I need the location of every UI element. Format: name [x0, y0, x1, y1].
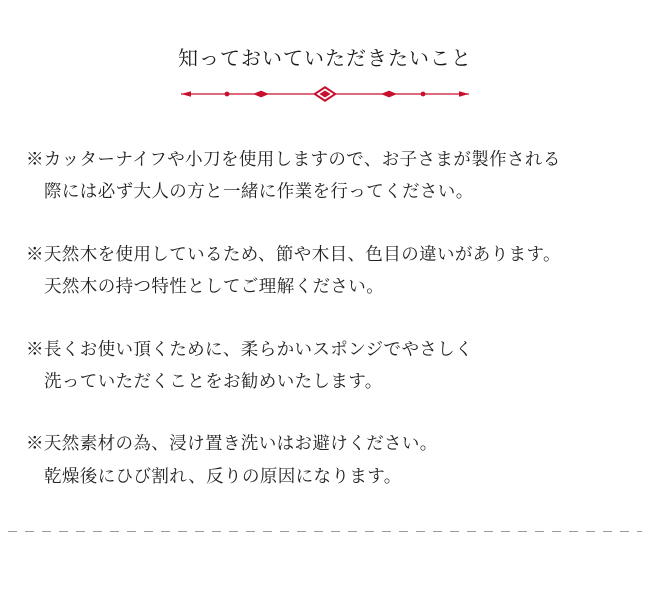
notice-line: 乾燥後にひび割れ、反りの原因になります。: [44, 465, 402, 486]
diamond-rule-ornament: [175, 83, 475, 105]
dashed-divider: [8, 531, 642, 532]
notice-line: ※天然木を使用しているため、節や木目、色目の違いがあります。: [26, 243, 561, 264]
notice-paragraph: [26, 143, 624, 208]
notice-paragraph: [26, 333, 624, 398]
notice-line: 洗っていただくことをお勧めいたします。: [44, 370, 383, 391]
notice-body: [0, 143, 650, 492]
page-title: 知っておいていただきたいこと: [178, 48, 472, 70]
notice-paragraph: [26, 427, 624, 492]
notice-line: ※天然素材の為、浸け置き洗いはお避けください。: [26, 433, 438, 454]
notice-paragraph: [26, 238, 624, 303]
notice-line: 天然木の持つ特性としてご理解ください。: [44, 276, 385, 297]
notice-line: ※カッターナイフや小刀を使用しますので、お子さまが製作される: [26, 149, 561, 169]
notice-line: 際には必ず大人の方と一緒に作業を行ってください。: [44, 181, 474, 202]
notice-line: ※長くお使い頂くために、柔らかいスポンジでやさしく: [26, 338, 474, 359]
